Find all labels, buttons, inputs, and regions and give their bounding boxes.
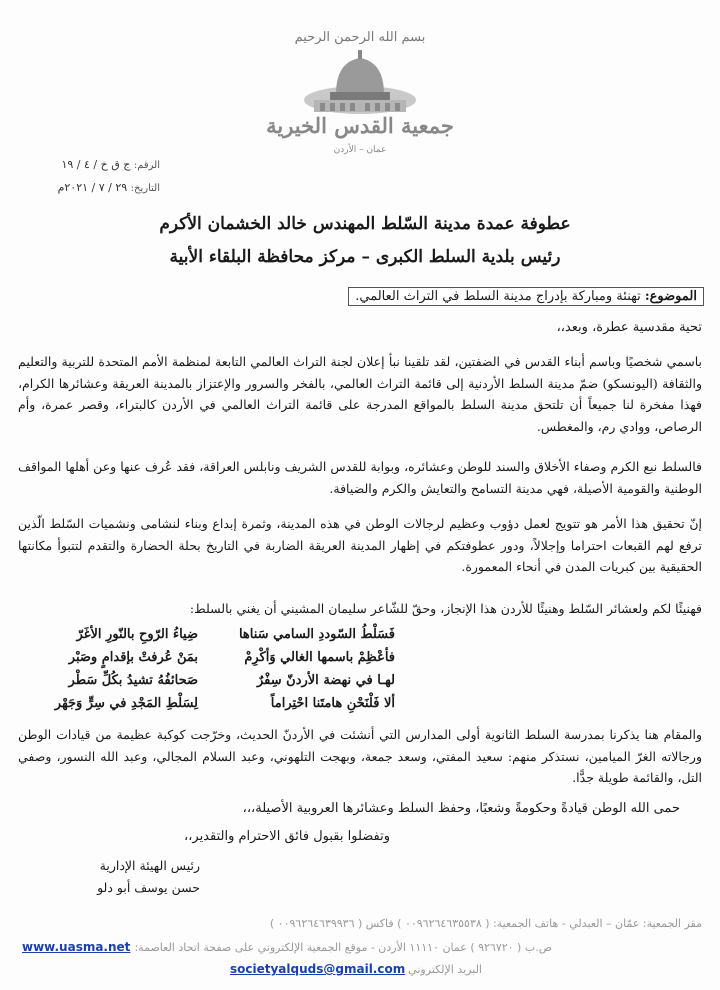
closing-regards: وتفضلوا بقبول فائق الاحترام والتقدير،، <box>184 829 390 844</box>
paragraph-2: فالسلط نبع الكرم وصفاء الأخلاق والسند للوطن وعشائره، وبوابة للقدس الشريف ونابلس العراقة، فقد عُرف عنها وعن أهلها المواقف الوطنية والقومية الأصيلة، فهي مدينة التسامح والتعايش والكرم والضيافة. <box>18 459 702 496</box>
poem-line-1-left: ضِياءُ الرّوحِ بالنّورِ الأغَرّ <box>76 627 198 642</box>
email-label: البريد الإلكتروني <box>408 963 482 976</box>
subject-text: تهنئة ومباركة بإدراج مدينة السلط في التراث العالمي. <box>355 289 641 304</box>
signature-name: حسن يوسف أبو دلو <box>97 880 200 895</box>
website-link[interactable]: www.uasma.net <box>22 940 131 954</box>
poem-line-4-right: ألا فَلْنَحْنِ هامتَنا احْتِراماً <box>270 696 395 711</box>
letter-date: التاريخ: ٢٩ / ٧ / ٢٠٢١م <box>57 181 160 194</box>
paragraph-4: فهنيئًا لكم ولعشائر السّلط وهنيئًا للأردن هذا الإنجاز، وحقّ للشّاعر سليمان المشيني أن يغني بالسلط: <box>189 601 702 616</box>
dome-logo-icon <box>300 48 420 118</box>
poem-line-3-left: صَحائفُهُ تشيدُ بكُلِّ سَطْر <box>68 673 198 688</box>
poem-line-3-right: لهـا في نهضة الأردنّ سِفْرٌ <box>256 673 395 688</box>
email-link[interactable]: societyalquds@gmail.com <box>230 962 406 976</box>
poem-line-2-right: فأعْظِمْ باسمها الغالي وَأكْرِمْ <box>244 650 395 665</box>
reference-number: الرقم: ج ق خ / ٤ / ١٩ <box>61 158 160 171</box>
subject-box <box>348 287 704 306</box>
footer-address: مقر الجمعية: عمّان – العبدلي - هاتف الجمعية: ( ٠٠٩٦٢٦٤٦٣٥٥٣٨ ) فاكس ( ٠٠٩٦٢٦٤٦٣٩٩٣٦ ) <box>269 917 702 930</box>
closing-paragraph-1: والمقام هنا يذكرنا بمدرسة السلط الثانوية أولى المدارس التي أنشئت في الأردنّ الحديث، وخرّجت كوكبة عظيمة من قيادات الوطن ورجالاته الغرّ الميامين، نستذكر منهم: سعيد المفتي، وسعد جمعة، وبهجت التلهوني، وعبد السلام المجالي، وعبد الله النسور، وصفي التل، والقائمة طويلة جدًّا. <box>18 727 702 785</box>
recipient-line-2: رئيس بلدية السلط الكبرى – مركز محافظة البلقاء الأبية <box>169 247 561 267</box>
poem-line-2-left: بمَنْ عُرفتْ بإقدامٍ وصَبْر <box>68 650 198 665</box>
recipient-line-1: عطوفة عمدة مدينة السّلط المهندس خالد الخشمان الأكرم <box>159 214 571 234</box>
subject-label: الموضوع: <box>644 289 697 304</box>
poem-line-1-right: فَسَلْطُ السّوددِ السامي سَناها <box>238 627 395 642</box>
basmala: بسم الله الرحمن الرحيم <box>294 30 426 45</box>
closing-prayer: حمى الله الوطن قيادةً وحكومةً وشعبًا، وحفظ السلط وعشائرها العروبية الأصيلة،،، <box>242 801 680 816</box>
paragraph-3: إنّ تحقيق هذا الأمر هو تتويج لعمل دؤوب وعظيم لرجالات الوطن في هذه المدينة، وثمرة إبداع وبناء لنشامى ونشميات السّلط الّذين ترفع لهم القبعات احتراما وإجلالاً، ودور عطوفتكم في إظهار المدينة العريقة الضاربة في التاريخ بحلة الحضارة والتقدم لتتبوأ مكانتها الحقيقية بين كبريات المدن في أنحاء المعمورة. <box>18 516 702 574</box>
greeting: تحية مقدسية عطرة، وبعد،، <box>556 320 702 335</box>
footer-pobox: ص.ب ( ٩٢٦٧٢٠ ) عمان ١١١١٠ الأردن - موقع الجمعية الإلكتروني على صفحة اتحاد العاصمة: <box>134 941 552 954</box>
organization-location: عمان – الأردن <box>333 145 387 155</box>
paragraph-1: باسمي شخصيًا وباسم أبناء القدس في الضفتين، لقد تلقينا نبأ إعلان لجنة التراث العالمي التابعة لمنظمة الأمم المتحدة للتربية والتعليم والثقافة (اليونسكو) ضمّ مدينة السلط الأردنية إلى قائمة التراث العالمي، بالفخر والسرور والإعتزاز بالمدينة العريقة وعشائرها الكرام، فهذا مفخرة لنا جميعاً أن تلتحق مدينة السلط بالمواقع المدرجة على قائمة التراث العالمي في الأردن كالبتراء، وقصر عمرة، وأم الرصاص، ووادي رم، والمغطس. <box>18 354 703 434</box>
organization-name: جمعية القدس الخيرية <box>266 113 454 138</box>
signature-title: رئيس الهيئة الإدارية <box>99 858 200 873</box>
poem-line-4-left: لِسَلْطِ المَجْدِ في سِرٍّ وَجَهْر <box>54 696 198 711</box>
